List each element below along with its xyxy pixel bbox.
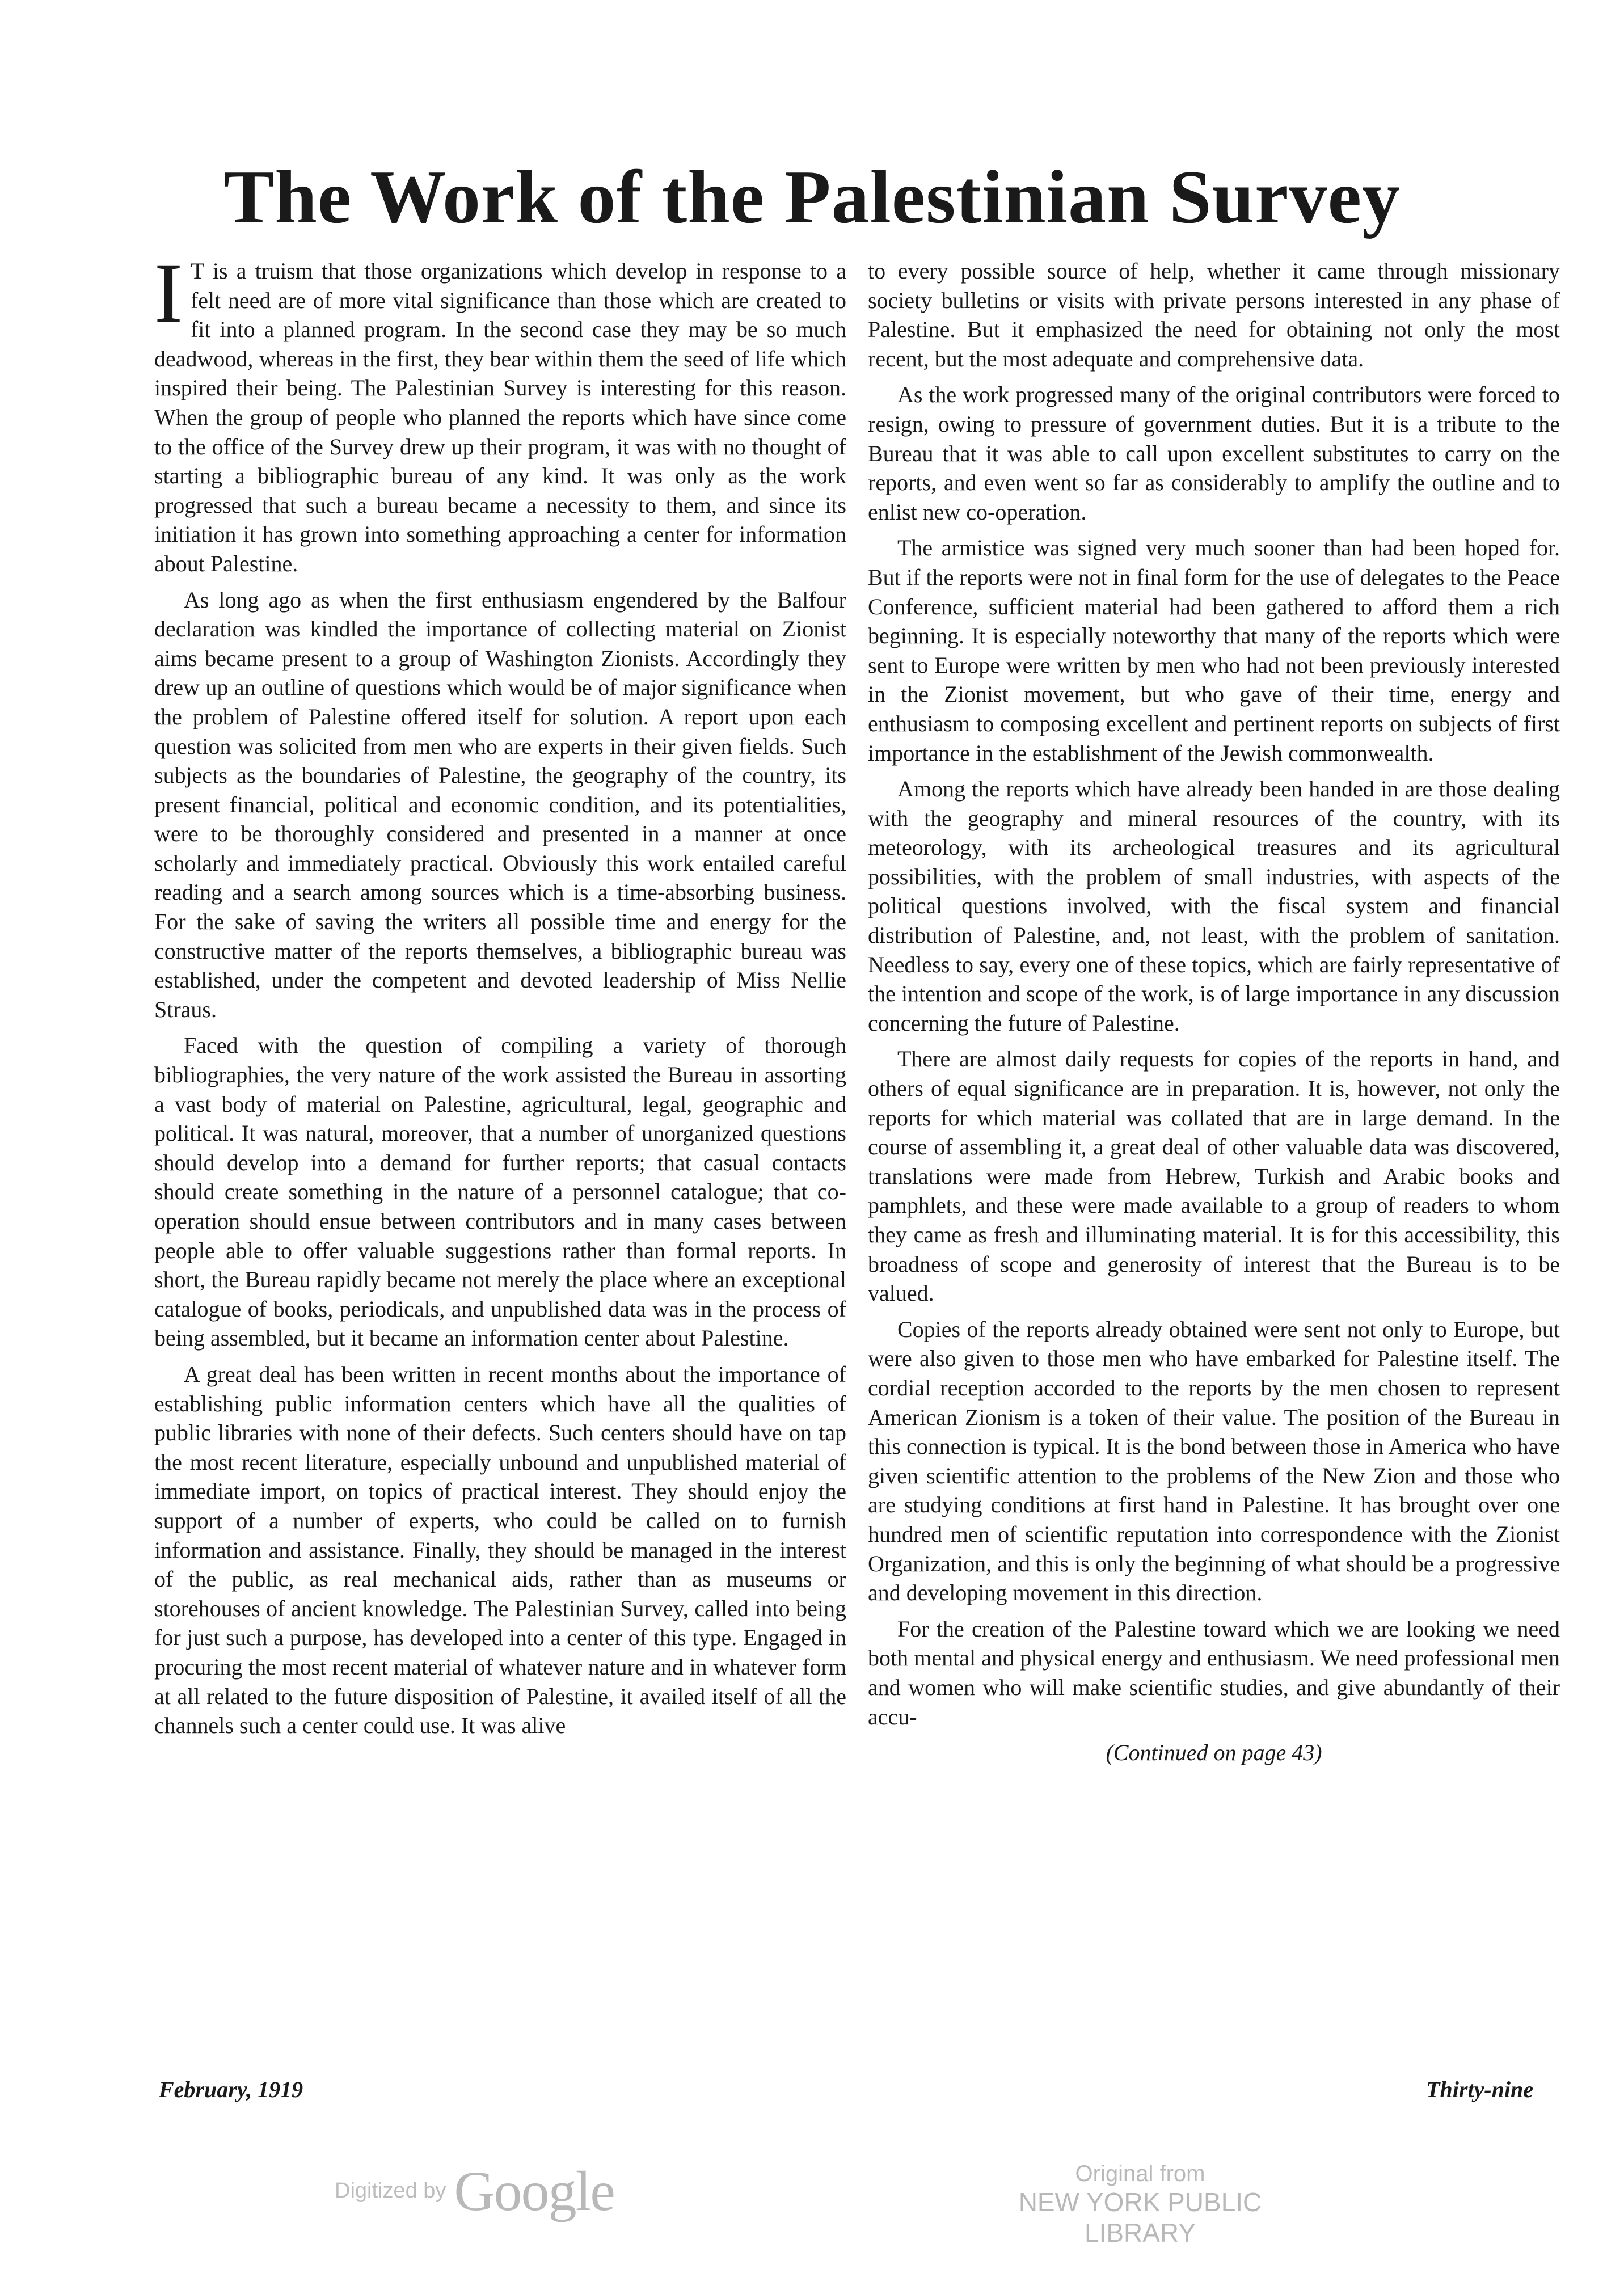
- paragraph: Among the reports which have already been handed in are those dealing with the geography and mineral resources of the country, with its meteorology, with its archeological treasures and its agricultural possibilities, with the problem of small industries, with aspects of the political questions involved, with the fiscal system and financial distribution of Palestine, and, not least, with the problem of sanitation. Needless to say, every one of these topics, which are fairly representative of the intention and scope of the work, is of large importance in any discussion concerning the future of Palestine.: [868, 776, 1560, 1036]
- library-name: NEW YORK PUBLIC LIBRARY: [1018, 2187, 1262, 2247]
- paragraph: Faced with the question of compiling a variety of thorough bibliographies, the very nature of the work assisted the Bureau in assorting a vast body of material on Palestine, agricultural, legal, geographic and political. It was natural, moreover, that a number of unorganized questions should develop into a demand for further reports; that casual contacts should create something in the nature of a personnel catalogue; that co-operation should ensue between contributors and in many cases between people able to offer valuable suggestions rather than formal reports. In short, the Bureau rapidly became not merely the place where an exceptional catalogue of books, periodicals, and unpublished data was in the process of being assembled, but it became an information center about Palestine.: [154, 1032, 846, 1351]
- paragraph: As long ago as when the first enthusiasm engendered by the Balfour declaration was kindled the importance of collecting material on Zionist aims became present to a group of Washington Zionists. Accordingly they drew up an outline of questions which would be of major significance when the problem of Palestine offered itself for solution. A report upon each question was solicited from men who are experts in their given fields. Such subjects as the boundaries of Palestine, the geography of the country, its present financial, political and economic condition, and its potentialities, were to be thoroughly considered and presented in a manner at once scholarly and immediately practical. Obviously this work entailed careful reading and a search among sources which is a time-absorbing business. For the sake of saving the writers all possible time and energy for the constructive matter of the reports themselves, a bibliographic bureau was established, under the competent and devoted leadership of Miss Nellie Straus.: [154, 587, 846, 1022]
- paragraph: Copies of the reports already obtained were sent not only to Europe, but were also given to those men who have embarked for Palestine itself. The cordial reception accorded to the reports by the men chosen to represent American Zionism is a token of their value. The position of the Bureau in this connection is typical. It is the bond between those in America who have given scientific attention to the problems of the New Zion and those who are studying conditions at first hand in Palestine. It has brought over one hundred men of scientific reputation into correspondence with the Zionist Organization, and this is only the beginning of what should be a progressive and developing movement in this direction.: [868, 1316, 1560, 1606]
- digitized-watermark: [335, 2158, 614, 2224]
- footer-page-number: Thirty-nine: [1426, 2077, 1533, 2102]
- paragraph-text: T is a truism that those organizations which develop in response to a felt need are of more vital significance than those which are created to fit into a planned program. In the second case they may be so much deadwood, whereas in the first, they bear within them the seed of life which inspired their being. The Palestinian Survey is interesting for this reason. When the group of people who planned the reports which have since come to the office of the Survey drew up their program, it was with no thought of starting a bibliographic bureau of any kind. It was only as the work progressed that such a bureau became a necessity to them, and since its initiation it has grown into something approaching a center for information about Palestine.: [154, 258, 846, 576]
- original-from-text: Original from: [1075, 2161, 1205, 2186]
- paragraph: For the creation of the Palestine toward which we are looking we need both mental and physical energy and enthusiasm. We need professional men and women who will make scientific studies, and give abundantly of their accu-: [868, 1616, 1560, 1730]
- google-logo: Google: [454, 2160, 614, 2222]
- left-column: [154, 246, 846, 1747]
- source-watermark: [964, 2161, 1316, 2248]
- paragraph: There are almost daily requests for copies of the reports in hand, and others of equal significance are in preparation. It is, however, not only the reports for which material was collated that are in large demand. In the course of assembling it, a great deal of other valuable data was discovered, translations were made from Hebrew, Turkish and Arabic books and pamphlets, and these were made available to a group of readers to whom they came as fresh and illuminating material. It is for this accessibility, this broadness of scope and generosity of interest that the Bureau is to be valued.: [868, 1046, 1560, 1306]
- digitized-by-text: Digitized by: [335, 2179, 446, 2203]
- paragraph: As the work progressed many of the original contributors were forced to resign, owing to pressure of government duties. But it is a tribute to the Bureau that it was able to call upon excellent substitutes to carry on the reports, and even went so far as considerably to amplify the outline and to enlist new co-operation.: [868, 382, 1560, 525]
- paragraph: The armistice was signed very much sooner than had been hoped for. But if the reports were not in final form for the use of delegates to the Peace Conference, sufficient material had been gathered to afford them a rich beginning. It is especially noteworthy that many of the reports which were sent to Europe were written by men who had not been previously interested in the Zionist movement, but who gave of their time, energy and enthusiasm to composing excellent and pertinent reports on subjects of first importance in the establishment of the Jewish commonwealth.: [868, 535, 1560, 766]
- right-column: [868, 256, 1560, 1768]
- footer-date: February, 1919: [159, 2077, 303, 2102]
- paragraph: to every possible source of help, whether it came through missionary society bulletins or visits with private persons interested in any phase of Palestine. But it emphasized the need for obtaining not only the most recent, but the most adequate and comprehensive data.: [868, 258, 1560, 372]
- article-title: The Work of the Palestinian Survey: [223, 155, 1401, 239]
- paragraph: [154, 246, 846, 579]
- drop-cap: I: [154, 246, 183, 340]
- paragraph: A great deal has been written in recent months about the importance of establishing public information centers which have all the qualities of public libraries with none of their defects. Such centers should have on tap the most recent literature, especially unbound and unpublished material of immediate import, on topics of practical interest. They should enjoy the support of a number of experts, who could be called on to furnish information and assistance. Finally, they should be managed in the interest of the public, as real mechanical aids, rather than as museums or storehouses of ancient knowledge. The Palestinian Survey, called into being for just such a purpose, has developed into a center of this type. Engaged in procuring the most recent material of whatever nature and in whatever form at all related to the future disposition of Palestine, it availed itself of all the channels such a center could use. It was alive: [154, 1361, 846, 1739]
- continued-note: (Continued on page 43): [1106, 1740, 1322, 1766]
